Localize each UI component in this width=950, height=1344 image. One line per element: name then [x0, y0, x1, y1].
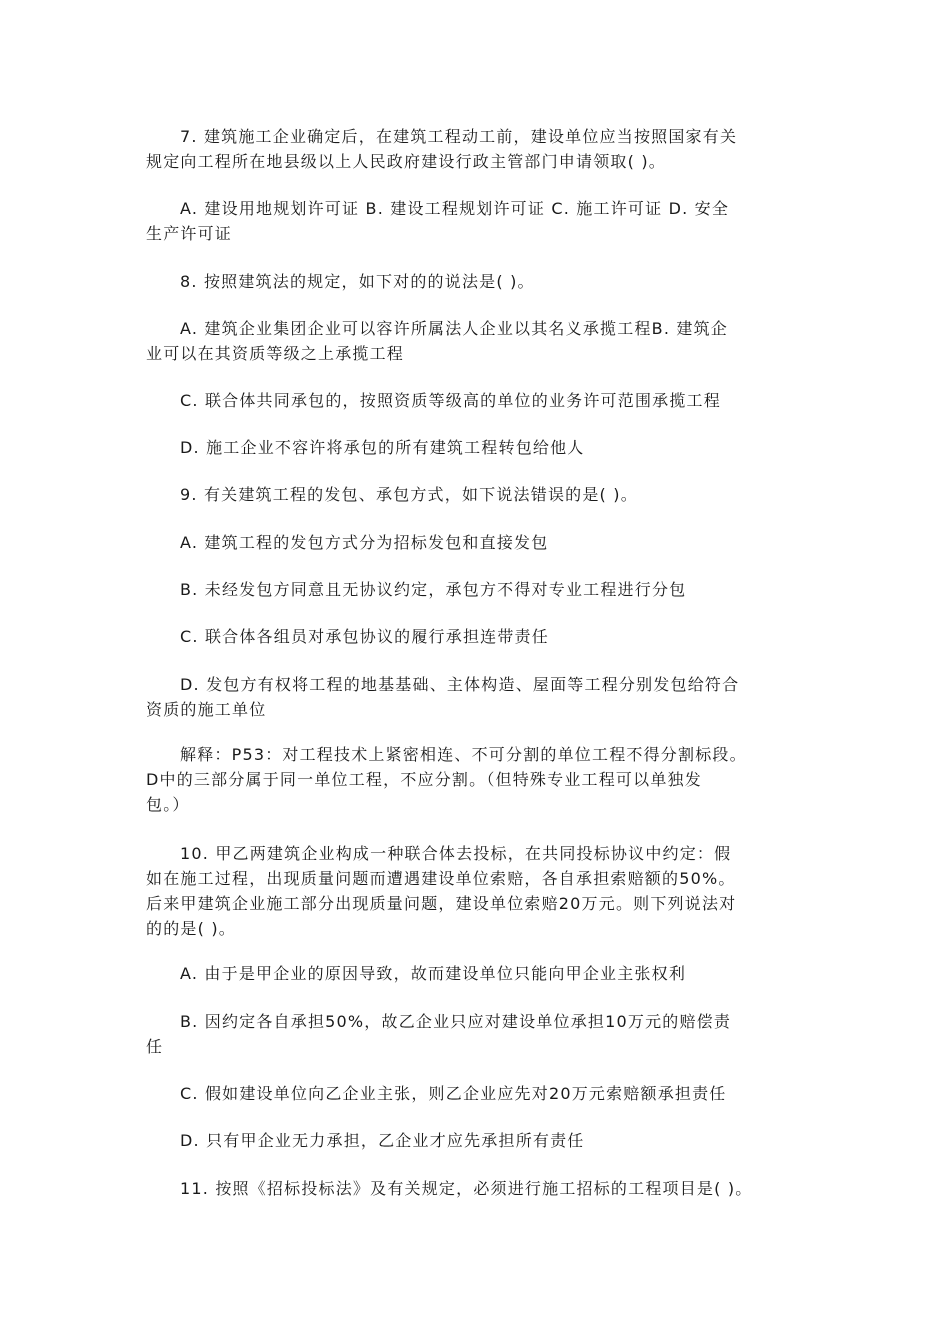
- question-10-option-b-line-2: 任: [146, 1037, 164, 1056]
- question-9-line-1: 9. 有关建筑工程的发包、承包方式，如下说法错误的是( )。: [180, 485, 638, 504]
- question-10: [146, 841, 810, 941]
- question-9-option-b-line-1: B. 未经发包方同意且无协议约定，承包方不得对专业工程进行分包: [180, 580, 687, 599]
- question-10-line-1: 10. 甲乙两建筑企业构成一种联合体去投标，在共同投标协议中约定：假: [180, 844, 732, 863]
- question-9-explanation-line-3: 包。）: [146, 795, 190, 814]
- question-9-explanation: [146, 742, 810, 817]
- question-7-line-1: 7. 建筑施工企业确定后，在建筑工程动工前，建设单位应当按照国家有关: [180, 127, 738, 146]
- question-9-option-d: [146, 672, 810, 722]
- question-10-option-b-line-1: B. 因约定各自承担50%，故乙企业只应对建设单位承担10万元的赔偿责: [180, 1012, 732, 1031]
- question-10-line-3: 后来甲建筑企业施工部分出现质量问题，建设单位索赔20万元。则下列说法对: [146, 894, 737, 913]
- question-8-option-c: [146, 388, 810, 413]
- question-7-options-line-1: A. 建设用地规划许可证 B. 建设工程规划许可证 C. 施工许可证 D. 安全: [180, 199, 730, 218]
- question-9-explanation-line-2: D中的三部分属于同一单位工程，不应分割。（但特殊专业工程可以单独发: [146, 770, 702, 789]
- question-9: [146, 482, 810, 507]
- question-9-option-c-line-1: C. 联合体各组员对承包协议的履行承担连带责任: [180, 627, 549, 646]
- question-9-option-d-line-1: D. 发包方有权将工程的地基基础、主体构造、屋面等工程分别发包给符合: [180, 675, 740, 694]
- question-8-options-a-b-line-2: 业可以在其资质等级之上承揽工程: [146, 344, 405, 363]
- question-10-option-c-line-1: C. 假如建设单位向乙企业主张，则乙企业应先对20万元索赔额承担责任: [180, 1084, 727, 1103]
- question-8: [146, 269, 810, 294]
- question-10-option-a: [146, 961, 810, 986]
- question-10-option-a-line-1: A. 由于是甲企业的原因导致，故而建设单位只能向甲企业主张权利: [180, 964, 687, 983]
- question-10-option-b: [146, 1009, 810, 1059]
- question-10-option-d-line-1: D. 只有甲企业无力承担，乙企业才应先承担所有责任: [180, 1131, 585, 1150]
- question-9-option-c: [146, 624, 810, 649]
- question-7-line-2: 规定向工程所在地县级以上人民政府建设行政主管部门申请领取( )。: [146, 152, 666, 171]
- question-11-line-1: 11. 按照《招标投标法》及有关规定，必须进行施工招标的工程项目是( )。: [180, 1179, 753, 1198]
- question-10-line-4: 的的是( )。: [146, 919, 236, 938]
- question-7: [146, 124, 810, 174]
- question-8-option-c-line-1: C. 联合体共同承包的，按照资质等级高的单位的业务许可范围承揽工程: [180, 391, 721, 410]
- question-8-options-a-b-line-1: A. 建筑企业集团企业可以容许所属法人企业以其名义承揽工程B. 建筑企: [180, 319, 728, 338]
- question-11: [146, 1176, 810, 1201]
- question-9-option-a: [146, 530, 810, 555]
- question-9-explanation-line-1: 解释：P53：对工程技术上紧密相连、不可分割的单位工程不得分割标段。: [180, 745, 747, 764]
- question-10-option-d: [146, 1128, 810, 1153]
- question-7-options: [146, 196, 810, 246]
- question-10-line-2: 如在施工过程，出现质量问题而遭遇建设单位索赔，各自承担索赔额的50%。: [146, 869, 736, 888]
- question-10-option-c: [146, 1081, 810, 1106]
- question-8-option-d-line-1: D. 施工企业不容许将承包的所有建筑工程转包给他人: [180, 438, 585, 457]
- question-7-options-line-2: 生产许可证: [146, 224, 233, 243]
- question-8-line-1: 8. 按照建筑法的规定，如下对的的说法是( )。: [180, 272, 535, 291]
- question-9-option-a-line-1: A. 建筑工程的发包方式分为招标发包和直接发包: [180, 533, 549, 552]
- question-9-option-d-line-2: 资质的施工单位: [146, 700, 267, 719]
- question-8-option-d: [146, 435, 810, 460]
- question-8-options-a-b: [146, 316, 810, 366]
- question-9-option-b: [146, 577, 810, 602]
